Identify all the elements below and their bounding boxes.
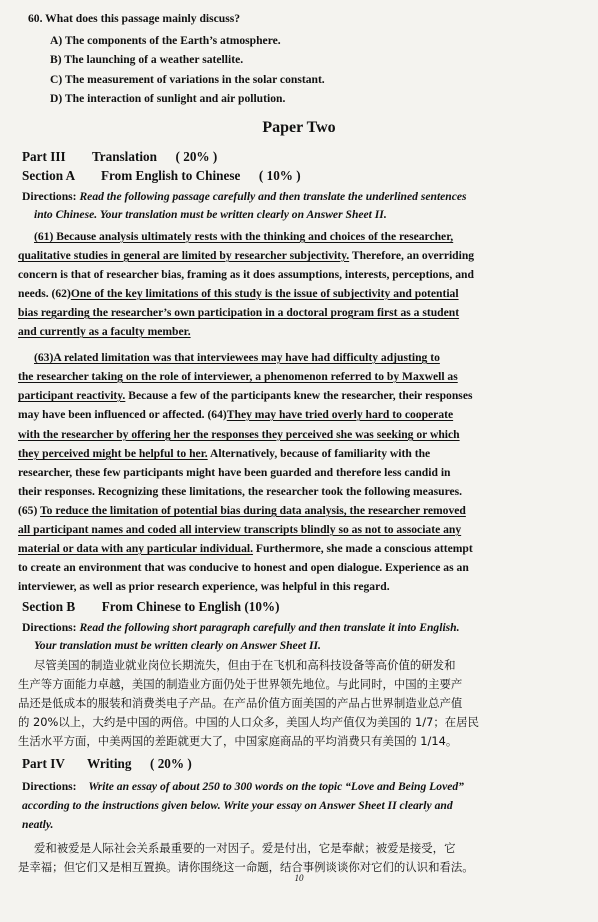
option-a: A) The components of the Earth’s atmosphere. (50, 34, 281, 47)
passage-line-2 (18, 248, 474, 263)
passage-line-9 (18, 388, 472, 403)
passage-line-4-underlined: One of the key limitations of this study is the issue of subjectivity and potential (70, 287, 459, 300)
passage-line-17-plain: Furthermore, she made a conscious attempt (253, 542, 473, 555)
passage-line-16: all participant names and coded all interview transcripts blindly so as not to associate any (18, 523, 462, 536)
part-4-name: Writing (86, 756, 132, 771)
section-a-score: ( 10% ) (258, 168, 301, 183)
directions-a-text-1: Read the following passage carefully and then translate the underlined sentences (79, 190, 467, 203)
section-b-label: Section B (22, 599, 76, 614)
directions-b-line-2: Your translation must be written clearly on Answer Sheet II. (34, 639, 321, 652)
section-a-label: Section A (22, 168, 75, 183)
chinese-paragraph-line-3: 品还是低成本的服装和消费类电子产品。在产品价值方面美国的产品占世界制造业总产值 (18, 696, 463, 710)
passage-line-10-underlined: They may have tried overly hard to cooperate (226, 408, 454, 421)
writing-prompt-line-2: 是幸福；但它们又是相互置换。请你围绕这一命题，结合事例谈谈你对它们的认识和看法。 (18, 860, 474, 874)
part-4-label: Part IV (22, 756, 65, 771)
passage-line-12-plain: Alternatively, because of familiarity with the (207, 447, 431, 460)
part-4-score: ( 20% ) (150, 756, 192, 771)
chinese-paragraph-line-2: 生产等方面能力卓越，美国的制造业方面仍处于世界领先地位。与此同时，中国的主要产 (18, 677, 463, 691)
directions-iv-line-1 (22, 779, 464, 794)
section-a-name: From English to Chinese (100, 168, 241, 183)
directions-b-line-1 (22, 620, 460, 635)
passage-line-9-plain: Because a few of the participants knew the researcher, their responses (125, 389, 473, 402)
passage-line-15 (18, 503, 466, 518)
passage-line-10-plain: may have been influenced or affected. (64) (18, 408, 227, 421)
passage-line-2-underlined: qualitative studies in general are limited by researcher subjectivity. (18, 249, 350, 262)
writing-prompt-line-1: 爱和被爱是人际社会关系最重要的一对因子。爱是付出，它是奉献；被爱是接受，它 (34, 841, 456, 855)
directions-b-text-1: Read the following short paragraph carefully and then translate it into English. (79, 621, 460, 634)
part-3-score: ( 20% ) (175, 149, 218, 164)
option-b: B) The launching of a weather satellite. (50, 53, 244, 66)
section-a-heading (22, 168, 301, 183)
chinese-paragraph-line-4: 的 20%以上，大约是中国的两倍。中国的人口众多，美国人均产值仅为美国的 1/7；在居民 (18, 715, 479, 729)
passage-line-6: and currently as a faculty member. (18, 325, 191, 338)
directions-iv-line-3: neatly. (22, 818, 54, 831)
directions-a-label: Directions: (22, 190, 77, 203)
page-number: 10 (294, 873, 304, 883)
directions-a-line-2: into Chinese. Your translation must be written clearly on Answer Sheet II. (34, 208, 387, 221)
passage-line-4 (18, 286, 459, 301)
passage-line-13: researcher, these few participants might have been guarded and therefore less candid in (18, 466, 451, 479)
passage-line-15-plain: (65) (18, 504, 41, 517)
passage-line-7: (63)A related limitation was that interviewees may have had difficulty adjusting to (34, 351, 440, 364)
passage-line-8: the researcher taking on the role of interviewer, a phenomenon referred to by Maxwell as (18, 370, 458, 383)
part-3-heading (22, 149, 217, 164)
option-c: C) The measurement of variations in the solar constant. (50, 73, 325, 86)
passage-line-4-plain: needs. (62) (18, 287, 71, 300)
chinese-paragraph-line-1: 尽管美国的制造业就业岗位长期流失，但由于在飞机和高科技设备等高价值的研发和 (34, 658, 456, 672)
section-b-name: From Chinese to English (10%) (101, 599, 280, 614)
passage-line-9-underlined: participant reactivity. (18, 389, 126, 402)
passage-line-17-underlined: material or data with any particular individual. (18, 542, 254, 555)
directions-a-line-1 (22, 189, 467, 204)
passage-line-3: concern is that of researcher bias, framing as it does assumptions, interests, perceptions, and (18, 268, 474, 281)
part-3-label: Part III (22, 149, 66, 164)
passage-line-5: bias regarding the researcher’s own participation in a doctoral program first as a student (18, 306, 460, 319)
passage-line-17 (18, 541, 473, 556)
passage-line-1: (61) Because analysis ultimately rests with the thinking and choices of the researcher, (34, 230, 454, 243)
directions-iv-text-1: Write an essay of about 250 to 300 words on the topic “Love and Being Loved” (88, 780, 464, 793)
directions-iv-label: Directions: (22, 780, 77, 793)
passage-line-2-plain: Therefore, an overriding (349, 249, 475, 262)
passage-line-11: with the researcher by offering her the responses they perceived she was seeking or which (18, 428, 460, 441)
passage-line-18: to create an environment that was conducive to honest and open dialogue. Experience as an (18, 561, 469, 574)
passage-line-19: interviewer, as well as prior research experience, was helpful in this regard. (18, 580, 390, 593)
section-b-heading (22, 599, 280, 614)
passage-line-12-underlined: they perceived might be helpful to her. (18, 447, 208, 460)
option-d: D) The interaction of sunlight and air pollution. (50, 92, 286, 105)
directions-b-label: Directions: (22, 621, 77, 634)
passage-line-10 (18, 407, 453, 422)
paper-title: Paper Two (262, 119, 336, 136)
part-4-heading (22, 756, 192, 771)
directions-iv-line-2: according to the instructions given below. Write your essay on Answer Sheet II clearly and (22, 799, 453, 812)
question-60-stem: 60. What does this passage mainly discuss? (28, 12, 241, 25)
chinese-paragraph-line-5: 生活水平方面，中美两国的差距就更大了，中国家庭商品的平均消费只有美国的 1/14。 (18, 734, 458, 748)
part-3-name: Translation (91, 149, 157, 164)
passage-line-14: their responses. Recognizing these limitations, the researcher took the following measures. (18, 485, 463, 498)
passage-line-12 (18, 446, 430, 461)
passage-line-15-underlined: To reduce the limitation of potential bias during data analysis, the researcher removed (40, 504, 466, 517)
